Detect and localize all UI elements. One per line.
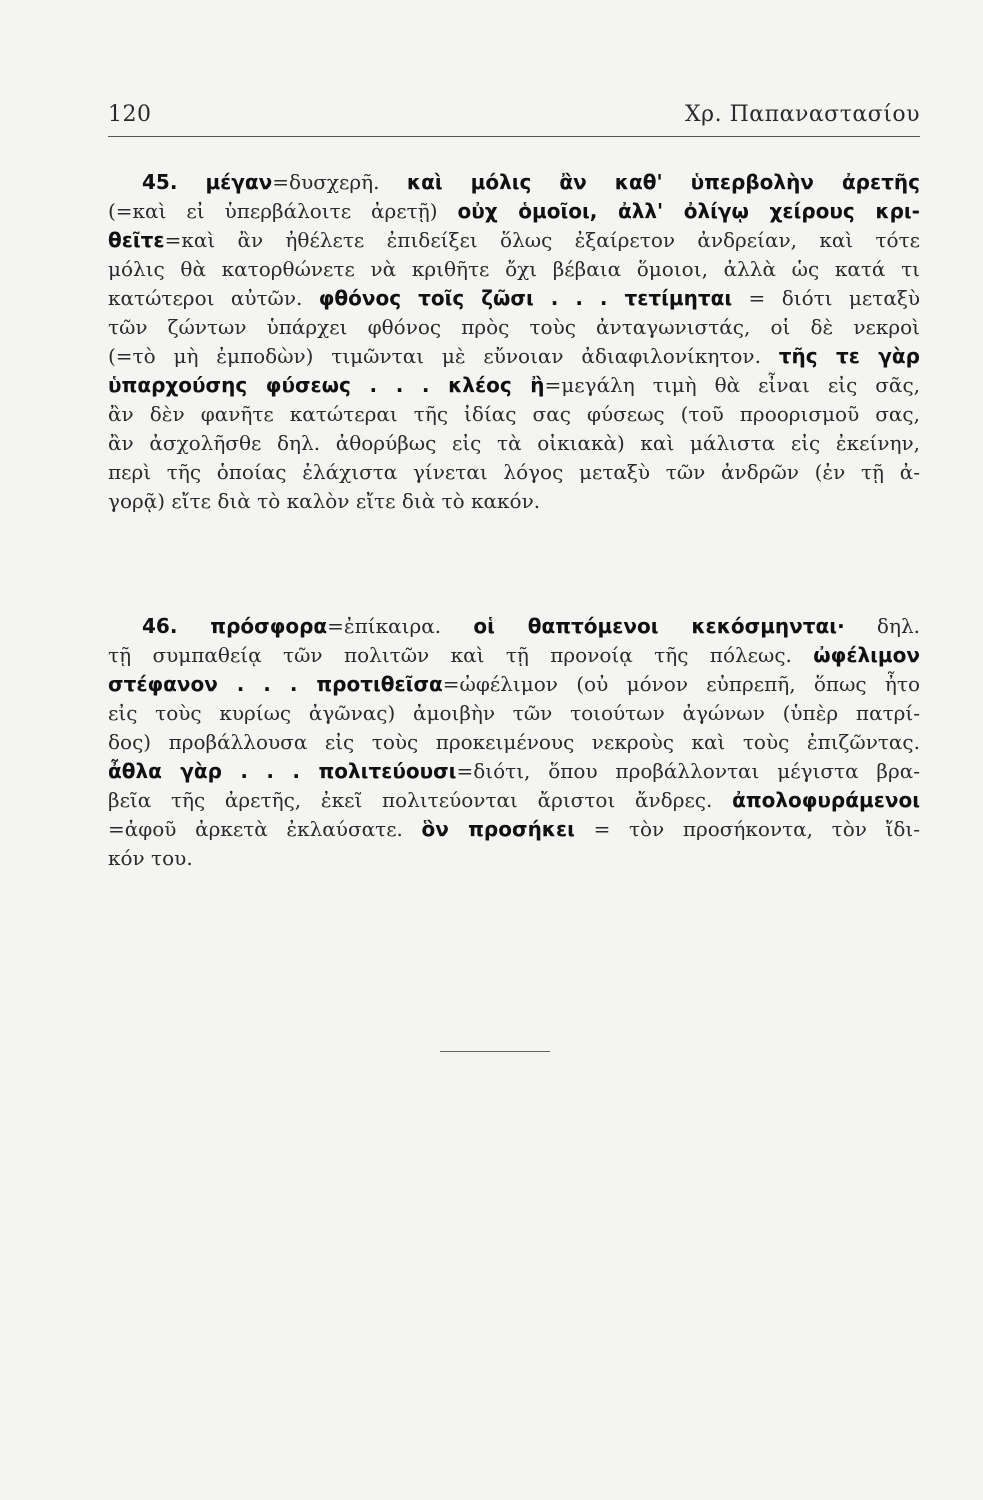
lemma-text: μέγαν (205, 170, 273, 194)
gloss-text: (=τὸ μὴ ἐμποδὼν) τιμῶνται μὲ εὔνοιαν ἀδιαφιλονίκητον. (108, 344, 779, 368)
text-line (108, 371, 920, 400)
gloss-text: μόλις θὰ κατορθώνετε νὰ κριθῆτε ὄχι βέβαια ὅμοιοι, ἀλλὰ ὡς κατά τι (108, 257, 920, 281)
gloss-text: (=καὶ εἰ ὑπερβάλοιτε ἀρετῇ) (108, 199, 458, 223)
text-line (108, 226, 920, 255)
gloss-text: εἰς τοὺς κυρίως ἀγῶνας) ἀμοιβὴν τῶν τοιούτων ἀγώνων (ὑπὲρ πατρί- (108, 701, 920, 725)
gloss-text: ἂν δὲν φανῆτε κατώτεραι τῆς ἰδίας σας φύσεως (τοῦ προορισμοῦ σας, (108, 402, 920, 426)
text-line (108, 757, 920, 786)
gloss-text: =ἀφοῦ ἀρκετὰ ἐκλαύσατε. (108, 817, 422, 841)
lemma-text: τῆς τε γὰρ (778, 344, 920, 368)
text-line (108, 641, 920, 670)
text-line (108, 284, 920, 313)
gloss-text: = τὸν προσήκοντα, τὸν ἴδι- (574, 817, 920, 841)
commentary-note-46 (108, 612, 920, 873)
text-line (108, 458, 920, 487)
lemma-text: φθόνος τοῖς ζῶσι . . . τετίμηται (318, 286, 733, 310)
gloss-text: κατώτεροι αὐτῶν. (108, 286, 319, 310)
text-line (108, 168, 920, 197)
gloss-text: τῶν ζώντων ὑπάρχει φθόνος πρὸς τοὺς ἀνταγωνιστάς, οἱ δὲ νεκροὶ (108, 315, 920, 339)
lemma-text: ὑπαρχούσης φύσεως . . . κλέος ἢ (108, 373, 545, 397)
page-header (108, 100, 920, 137)
text-line (108, 197, 920, 226)
lemma-text: καὶ μόλις ἂν καθ' ὑπερβολὴν ἀρετῆς (406, 170, 920, 194)
text-line (108, 612, 920, 641)
gloss-text: =μεγάλη τιμὴ θὰ εἶναι εἰς σᾶς, (544, 373, 920, 397)
section-separator (440, 1051, 550, 1052)
lemma-text: στέφανον . . . προτιθεῖσα (108, 672, 443, 696)
text-line (108, 728, 920, 757)
commentary-note-45 (108, 168, 920, 516)
lemma-text: ἀπολοφυράμενοι (732, 788, 920, 812)
gloss-text: βεῖα τῆς ἀρετῆς, ἐκεῖ πολιτεύονται ἄριστοι ἄνδρες. (108, 788, 733, 812)
lemma-text: οἱ θαπτόμενοι κεκόσμηνται· (473, 614, 845, 638)
gloss-text: =διότι, ὅπου προβάλλονται μέγιστα βρα- (456, 759, 920, 783)
text-line (108, 313, 920, 342)
text-line (108, 400, 920, 429)
text-line (108, 815, 920, 844)
lemma-text: 45. (142, 170, 206, 194)
text-line (108, 844, 920, 873)
text-line (108, 670, 920, 699)
running-head: Χρ. Παπαναστασίου (685, 102, 920, 127)
text-line (108, 429, 920, 458)
gloss-text: =δυσχερῆ. (272, 170, 407, 194)
lemma-text: ὃν προσήκει (421, 817, 575, 841)
lemma-text: οὐχ ὁμοῖοι, ἀλλ' ὀλίγῳ χείρους κρι- (457, 199, 920, 223)
gloss-text: =ἐπίκαιρα. (327, 614, 474, 638)
gloss-text: κόν του. (108, 846, 193, 870)
text-line (108, 255, 920, 284)
page-number: 120 (108, 102, 152, 127)
gloss-text: τῇ συμπαθείᾳ τῶν πολιτῶν καὶ τῇ προνοίᾳ τῆς πόλεως. (108, 643, 814, 667)
text-line (108, 786, 920, 815)
lemma-text: πρόσφορα (210, 614, 328, 638)
gloss-text: δηλ. (844, 614, 920, 638)
gloss-text: γορᾷ) εἴτε διὰ τὸ καλὸν εἴτε διὰ τὸ κακόν. (108, 489, 541, 513)
gloss-text: ἂν ἀσχολῆσθε δηλ. ἀθορύβως εἰς τὰ οἰκιακὰ) καὶ μάλιστα εἰς ἐκείνην, (108, 431, 920, 455)
gloss-text: περὶ τῆς ὁποίας ἐλάχιστα γίνεται λόγος μεταξὺ τῶν ἀνδρῶν (ἐν τῇ ἀ- (108, 460, 920, 484)
gloss-text: = διότι μεταξὺ (732, 286, 920, 310)
gloss-text: =καὶ ἂν ἠθέλετε ἐπιδείξει ὅλως ἐξαίρετον ἀνδρείαν, καὶ τότε (164, 228, 920, 252)
gloss-text: =ὠφέλιμον (οὐ μόνον εὐπρεπῆ, ὅπως ἦτο (442, 672, 920, 696)
lemma-text: ὠφέλιμον (813, 643, 920, 667)
lemma-text: 46. (142, 614, 211, 638)
lemma-text: ἆθλα γὰρ . . . πολιτεύουσι (108, 759, 457, 783)
lemma-text: θεῖτε (108, 228, 165, 252)
text-line (108, 487, 920, 516)
text-line (108, 342, 920, 371)
gloss-text: δος) προβάλλουσα εἰς τοὺς προκειμένους νεκροὺς καὶ τοὺς ἐπιζῶντας. (108, 730, 920, 754)
text-line (108, 699, 920, 728)
